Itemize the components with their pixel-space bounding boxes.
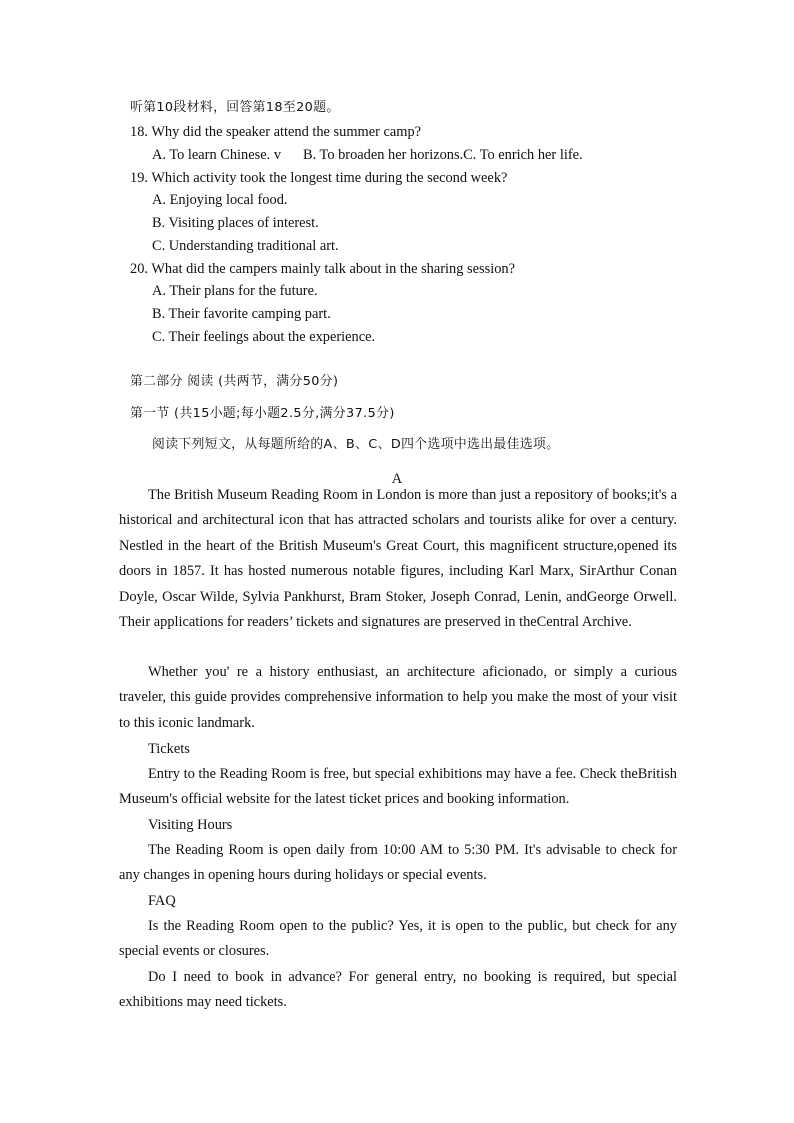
faq-item-2: Do I need to book in advance? For general entry, no booking is required, but special exhibitions may need tickets. [119,969,677,1011]
question-19-option-a: A. Enjoying local food. [152,192,288,208]
question-19-stem: 19. Which activity took the longest time during the second week? [130,170,508,186]
question-19-option-c: C. Understanding traditional art. [152,238,339,254]
question-20-option-c: C. Their feelings about the experience. [152,329,376,345]
question-20-stem: 20. What did the campers mainly talk about in the sharing session? [130,261,515,277]
heading-faq: FAQ [148,893,176,909]
question-19-option-b: B. Visiting places of interest. [152,215,319,231]
question-18-options-bc: B. To broaden her horizons.C. To enrich her life. [303,147,583,163]
reading-section-title: 第一节 (共15小题;每小题2.5分,满分37.5分) [130,406,395,421]
heading-visiting-hours: Visiting Hours [148,817,233,833]
paragraph-tickets: Entry to the Reading Room is free, but special exhibitions may have a fee. Check theBritish Museum's official website for the latest ticket prices and booking information. [119,766,677,808]
passage-paragraph-1: The British Museum Reading Room in London is more than just a repository of books;it's a historical and architectural icon that has attracted scholars and tourists alike for over a century. Nestled in the heart of the British Museum's Great Court, this magnificent structure,opened its doors in 1857. It has hosted numerous notable figures, including Karl Marx, SirArthur Conan Doyle, Oscar Wilde, Sylvia Pankhurst, Bram Stoker, Joseph Conrad, Lenin, andGeorge Orwell. Their applications for readers’ tickets and signatures are preserved in theCentral Archive. [119,487,677,631]
question-20-option-b: B. Their favorite camping part. [152,306,331,322]
reading-directions: 阅读下列短文，从每题所给的A、B、C、D四个选项中选出最佳选项。 [152,437,560,452]
question-20-option-a: A. Their plans for the future. [152,283,318,299]
paragraph-visiting-hours: The Reading Room is open daily from 10:00 AM to 5:30 PM. It's advisable to check for any changes in opening hours during holidays or special events. [119,842,677,884]
question-18-stem: 18. Why did the speaker attend the summer camp? [130,124,422,140]
faq-item-1: Is the Reading Room open to the public? Yes, it is open to the public, but check for any special events or closures. [119,918,677,960]
passage-paragraph-2: Whether you' re a history enthusiast, an architecture aficionado, or simply a curious traveler, this guide provides comprehensive information to help you make the most of your visit to this iconic landmark. [119,664,677,731]
heading-tickets: Tickets [148,741,190,757]
question-18-option-a: A. To learn Chinese. v [152,147,282,163]
listening-instruction: 听第10段材料，回答第18至20题。 [130,100,340,115]
reading-part-title: 第二部分 阅读 (共两节，满分50分) [130,374,339,389]
passage-label: A [391,471,403,487]
